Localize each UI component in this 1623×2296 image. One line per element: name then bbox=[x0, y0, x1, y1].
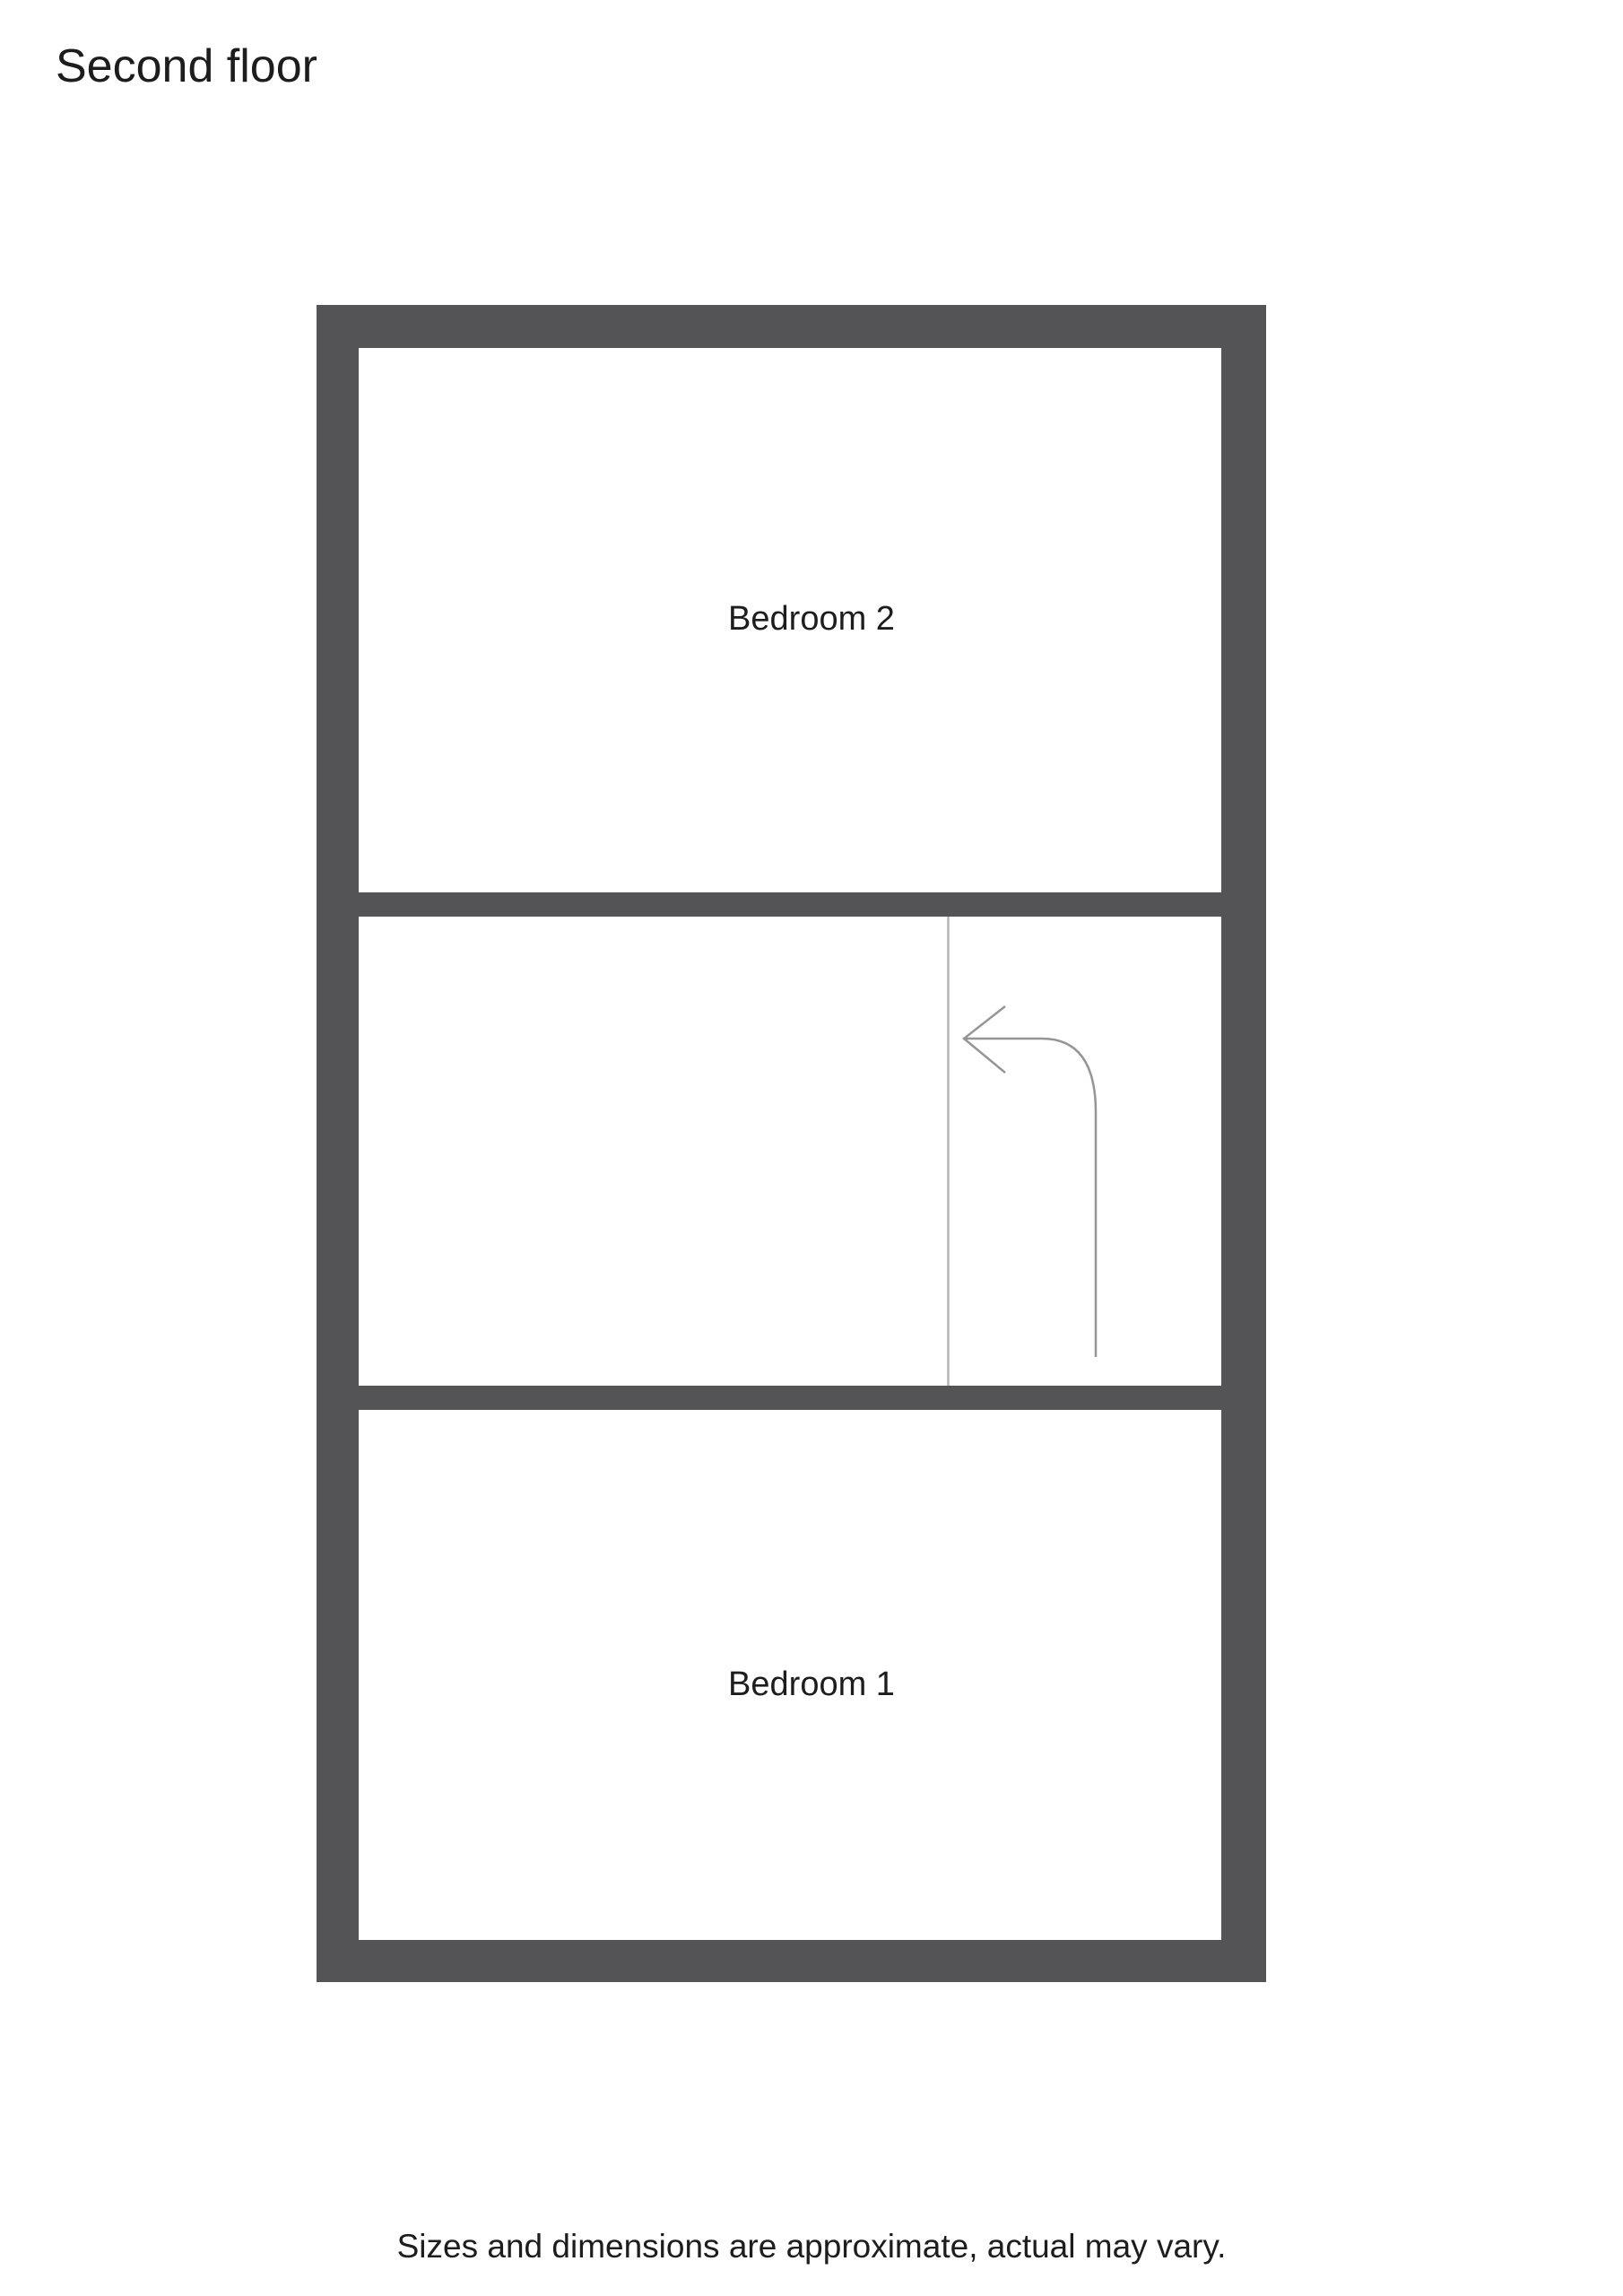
room-label-bedroom-1: Bedroom 1 bbox=[728, 1665, 895, 1703]
room-label-bedroom-2: Bedroom 2 bbox=[728, 600, 895, 638]
floorplan-walls bbox=[317, 305, 1266, 1982]
room-landing bbox=[359, 917, 1221, 1386]
floor-title: Second floor bbox=[56, 40, 317, 92]
size-disclaimer: Sizes and dimensions are approximate, actual may vary. bbox=[396, 2228, 1227, 2265]
